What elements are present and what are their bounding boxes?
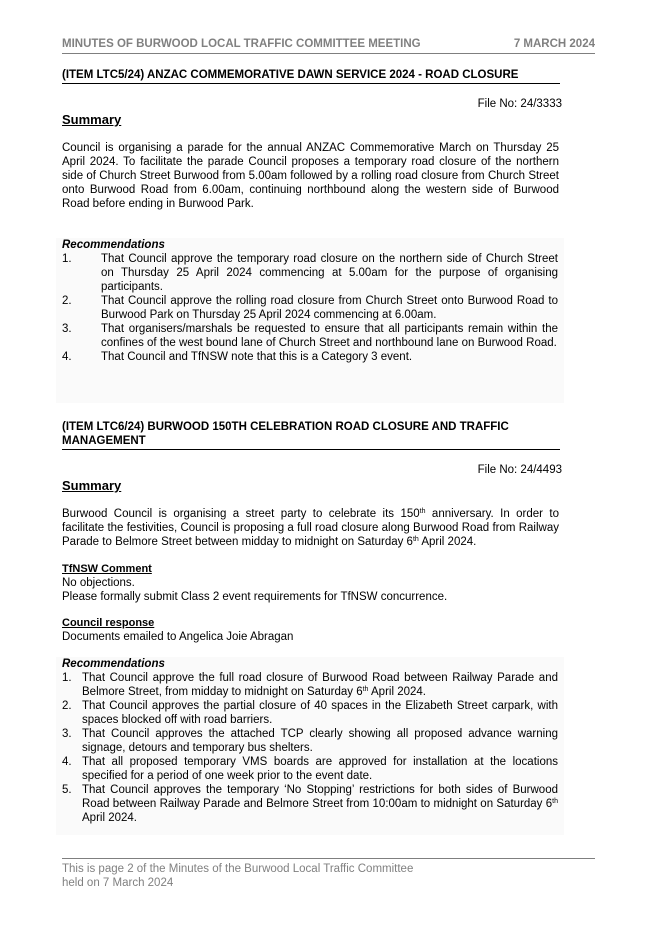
list-item: 4. That all proposed temporary VMS boards are approved for installation at the locations specified for a period of one week prior to the event date.: [62, 756, 558, 782]
council-response-heading: Council response: [62, 617, 155, 629]
council-response-line: Documents emailed to Angelica Joie Abragan: [62, 631, 294, 643]
list-item: 3. That organisers/marshals be requested to ensure that all participants remain within the confines of the west bound lane of Church Street and northbound lane on Burwood Road.: [62, 323, 558, 349]
tfnsw-comment-line: Please formally submit Class 2 event requirements for TfNSW concurrence.: [62, 591, 448, 603]
tfnsw-comment-heading: TfNSW Comment: [62, 563, 152, 575]
list-item: 2. That Council approves the partial closure of 40 spaces in the Elizabeth Street carpark, with spaces blocked off with road barriers.: [62, 700, 558, 726]
item1-summary-text: Council is organising a parade for the annual ANZAC Commemorative March on Thursday 25 April 2024. To facilitate the parade Council proposes a temporary road closure of the northern side of Church Street Burwood from 5.00am followed by a rolling road closure from Church Street onto Burwood Road from 6.00am, continuing northbound along the western side of Burwood Road before ending in Burwood Park.: [62, 142, 559, 210]
item2-title: (ITEM LTC6/24) BURWOOD 150TH CELEBRATION ROAD CLOSURE AND TRAFFIC MANAGEMENT: [62, 420, 560, 450]
footer-line: held on 7 March 2024: [62, 877, 174, 889]
item1-recommendations-heading: Recommendations: [62, 239, 165, 251]
footer-line: This is page 2 of the Minutes of the Burwood Local Traffic Committee: [62, 863, 414, 875]
header-title: MINUTES OF BURWOOD LOCAL TRAFFIC COMMITTEE MEETING: [62, 38, 421, 50]
header-date: 7 MARCH 2024: [513, 38, 595, 50]
list-item: 5. That Council approves the temporary ‘No Stopping’ restrictions for both sides of Burwood Road between Railway Parade and Belmore Street from 10:00am to midnight on Saturday 6th April 2024.: [62, 784, 558, 824]
item1-file-no: File No: 24/3333: [477, 98, 562, 110]
council-response: [62, 616, 559, 644]
item1-recommendations: [56, 238, 564, 403]
item1-summary-heading: Summary: [62, 112, 122, 127]
item2-summary-heading: Summary: [62, 478, 122, 493]
item1-recommendation-list: [62, 252, 564, 364]
tfnsw-comment: [62, 562, 559, 604]
item2-recommendations: [56, 657, 564, 835]
list-item: 4. That Council and TfNSW note that this is a Category 3 event.: [62, 351, 413, 363]
page-footer: [62, 858, 595, 890]
item2-recommendation-list: [62, 671, 564, 825]
item2-file-no: File No: 24/4493: [477, 464, 562, 476]
item2-recommendations-heading: Recommendations: [62, 658, 165, 670]
page-header: [62, 38, 595, 54]
list-item: 1. That Council approve the full road closure of Burwood Road between Railway Parade and Belmore Street, from midday to midnight on Saturday 6th April 2024.: [62, 672, 558, 698]
list-item: 3. That Council approves the attached TCP clearly showing all proposed advance warning signage, detours and temporary bus shelters.: [62, 728, 558, 754]
list-item: 2. That Council approve the rolling road closure from Church Street onto Burwood Road to Burwood Park on Thursday 25 April 2024 commencing at 6.00am.: [62, 295, 558, 321]
item1-title: (ITEM LTC5/24) ANZAC COMMEMORATIVE DAWN SERVICE 2024 - ROAD CLOSURE: [62, 68, 560, 84]
item2-summary-text: Burwood Council is organising a street party to celebrate its 150th anniversary. In order to facilitate the festivities, Council is proposing a full road closure along Burwood Road from Railway Parade to Belmore Street between midday to midnight on Saturday 6th April 2024.: [62, 508, 560, 548]
list-item: 1. That Council approve the temporary road closure on the northern side of Church Street on Thursday 25 April 2024 commencing at 5.00am for the purpose of organising participants.: [62, 253, 558, 293]
tfnsw-comment-line: No objections.: [62, 577, 135, 589]
